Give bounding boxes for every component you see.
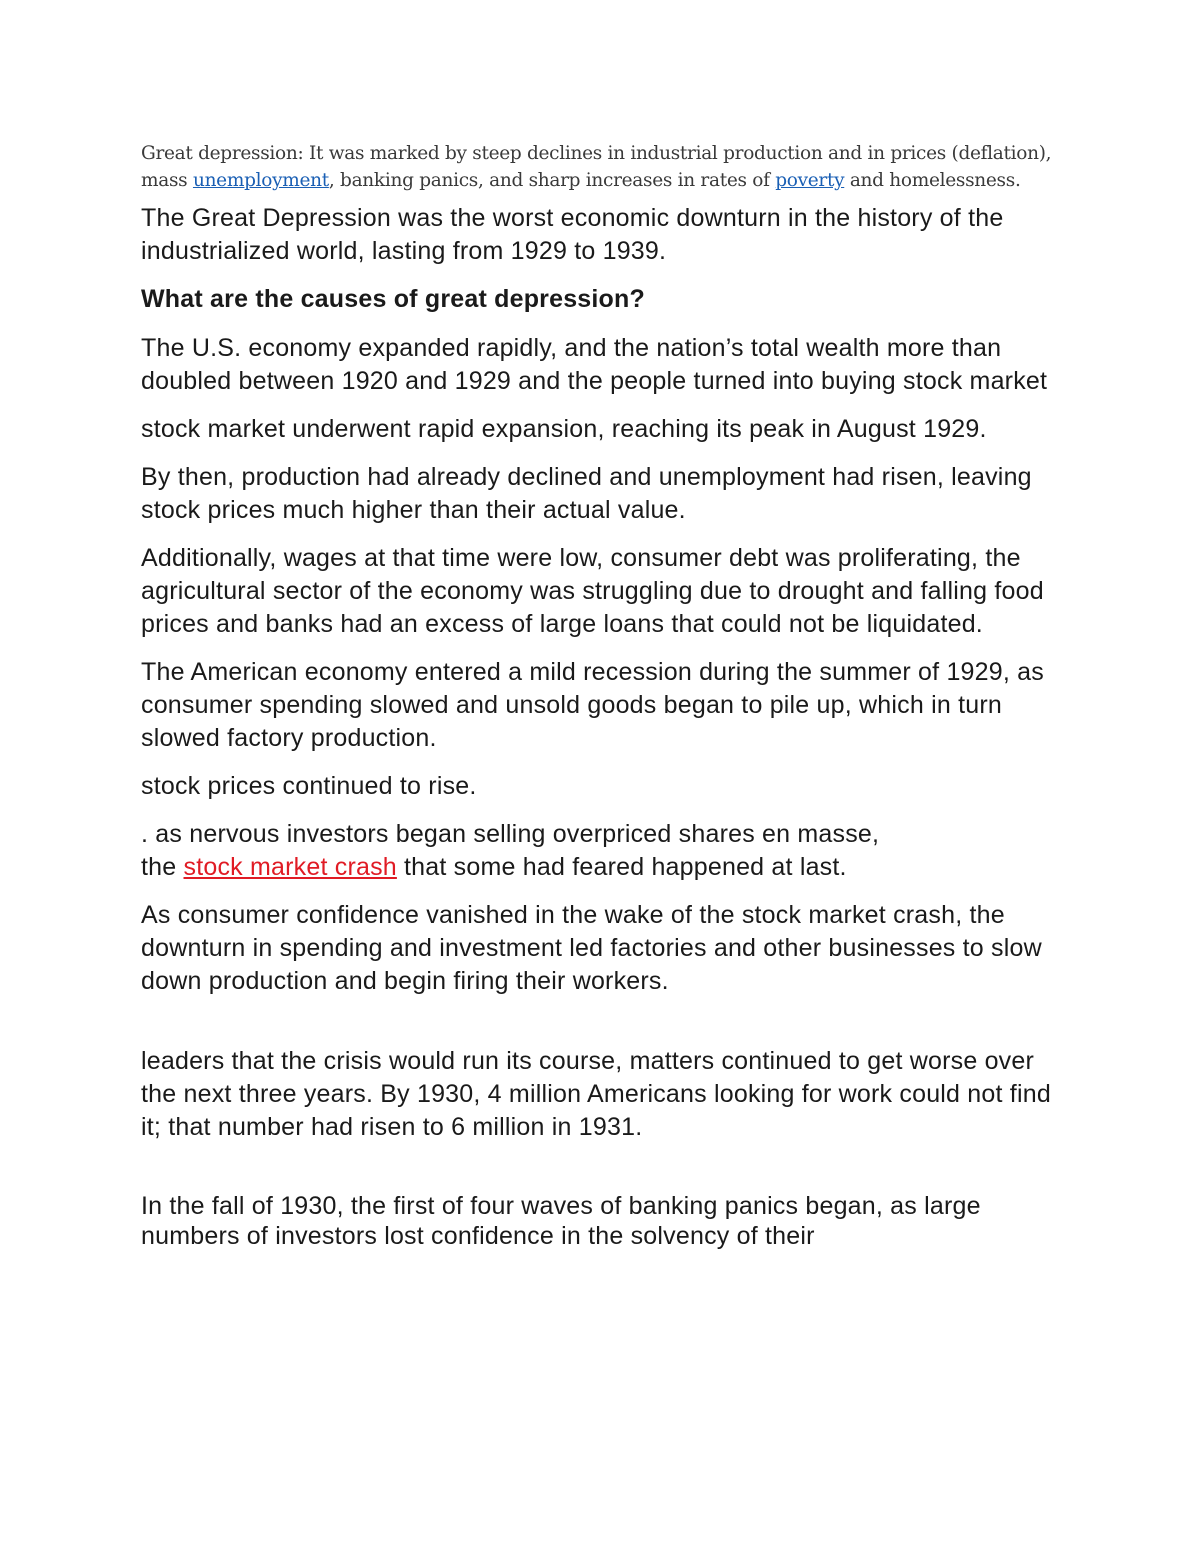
- paragraph-market-peak: stock market underwent rapid expansion, reaching its peak in August 1929.: [141, 415, 987, 443]
- paragraph-wages-debt: Additionally, wages at that time were low, consumer debt was proliferating, the agricultural sector of the economy was struggling due to drought and falling food prices and banks had an excess of large loans that could not be liquidated.: [141, 544, 1044, 638]
- paragraph-overview: The Great Depression was the worst economic downturn in the history of the industrialized world, lasting from 1929 to 1939.: [141, 204, 1004, 265]
- paragraph-market-crash: [141, 818, 1071, 884]
- intro-text-3: and homelessness.: [844, 170, 1021, 191]
- document-page: [141, 140, 1071, 1266]
- intro-text-1: Great depression: It was marked by steep declines in industrial production and in prices (deflation), mass: [141, 143, 1052, 191]
- paragraph-mild-recession: The American economy entered a mild recession during the summer of 1929, as consumer spending slowed and unsold goods began to pile up, which in turn slowed factory production.: [141, 658, 1044, 752]
- stock-market-crash-link[interactable]: stock market crash: [183, 853, 397, 881]
- paragraph-production-decline: By then, production had already declined and unemployment had risen, leaving stock prices much higher than their actual value.: [141, 463, 1032, 524]
- paragraph-consumer-confidence: As consumer confidence vanished in the wake of the stock market crash, the downturn in spending and investment led factories and other businesses to slow down production and begin firing their workers.: [141, 901, 1042, 995]
- poverty-link[interactable]: poverty: [775, 170, 845, 191]
- crash-line-1: . as nervous investors began selling overpriced shares en masse,: [141, 820, 880, 848]
- crash-text-post: that some had feared happened at last.: [396, 853, 847, 881]
- intro-text-2: , banking panics, and sharp increases in rates of: [328, 170, 776, 191]
- unemployment-link[interactable]: unemployment: [192, 170, 329, 191]
- intro-definition: [141, 140, 1071, 194]
- paragraph-banking-panics: In the fall of 1930, the first of four waves of banking panics began, as large numbers of investors lost confidence in the solvency of their: [141, 1192, 981, 1250]
- paragraph-unemployment-rise: leaders that the crisis would run its course, matters continued to get worse over the next three years. By 1930, 4 million Americans looking for work could not find it; that number had risen to 6 million in 1931.: [141, 1047, 1051, 1141]
- section-heading-causes: What are the causes of great depression?: [141, 285, 645, 313]
- crash-text-pre: the: [141, 853, 184, 881]
- paragraph-prices-rise: stock prices continued to rise.: [141, 772, 477, 800]
- paragraph-economy-expansion: The U.S. economy expanded rapidly, and the nation’s total wealth more than doubled between 1920 and 1929 and the people turned into buying stock market: [141, 334, 1048, 395]
